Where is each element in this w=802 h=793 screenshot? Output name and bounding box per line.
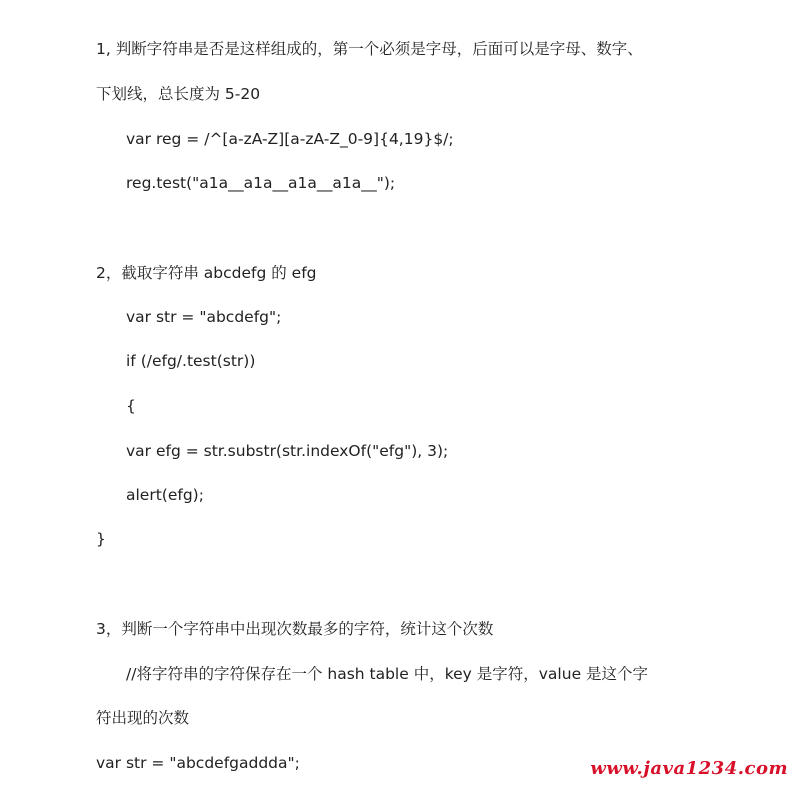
comment-line: //将字符串的字符保存在一个 hash table 中，key 是字符，value 是这个字 (126, 665, 649, 683)
text-line: 下划线，总长度为 5-20 (96, 85, 261, 103)
text-line: 2，截取字符串 abcdefg 的 efg (96, 264, 317, 282)
code-line: var str = "abcdefgaddda"; (96, 754, 300, 772)
text-line: 3，判断一个字符串中出现次数最多的字符，统计这个次数 (96, 620, 494, 638)
code-line: { (126, 397, 136, 415)
text-line: 1, 判断字符串是否是这样组成的，第一个必须是字母，后面可以是字母、数字、 (96, 40, 643, 58)
comment-line: 符出现的次数 (96, 709, 190, 727)
code-line: var efg = str.substr(str.indexOf("efg"), 3); (126, 442, 449, 460)
code-line: var reg = /^[a-zA-Z][a-zA-Z_0-9]{4,19}$/; (126, 130, 454, 148)
code-line: var str = "abcdefg"; (126, 308, 282, 326)
watermark: www.java1234.com (590, 758, 788, 779)
code-line: reg.test("a1a__a1a__a1a__a1a__"); (126, 174, 396, 192)
code-line: if (/efg/.test(str)) (126, 352, 256, 370)
code-line: alert(efg); (126, 486, 204, 504)
code-line: } (96, 530, 106, 548)
